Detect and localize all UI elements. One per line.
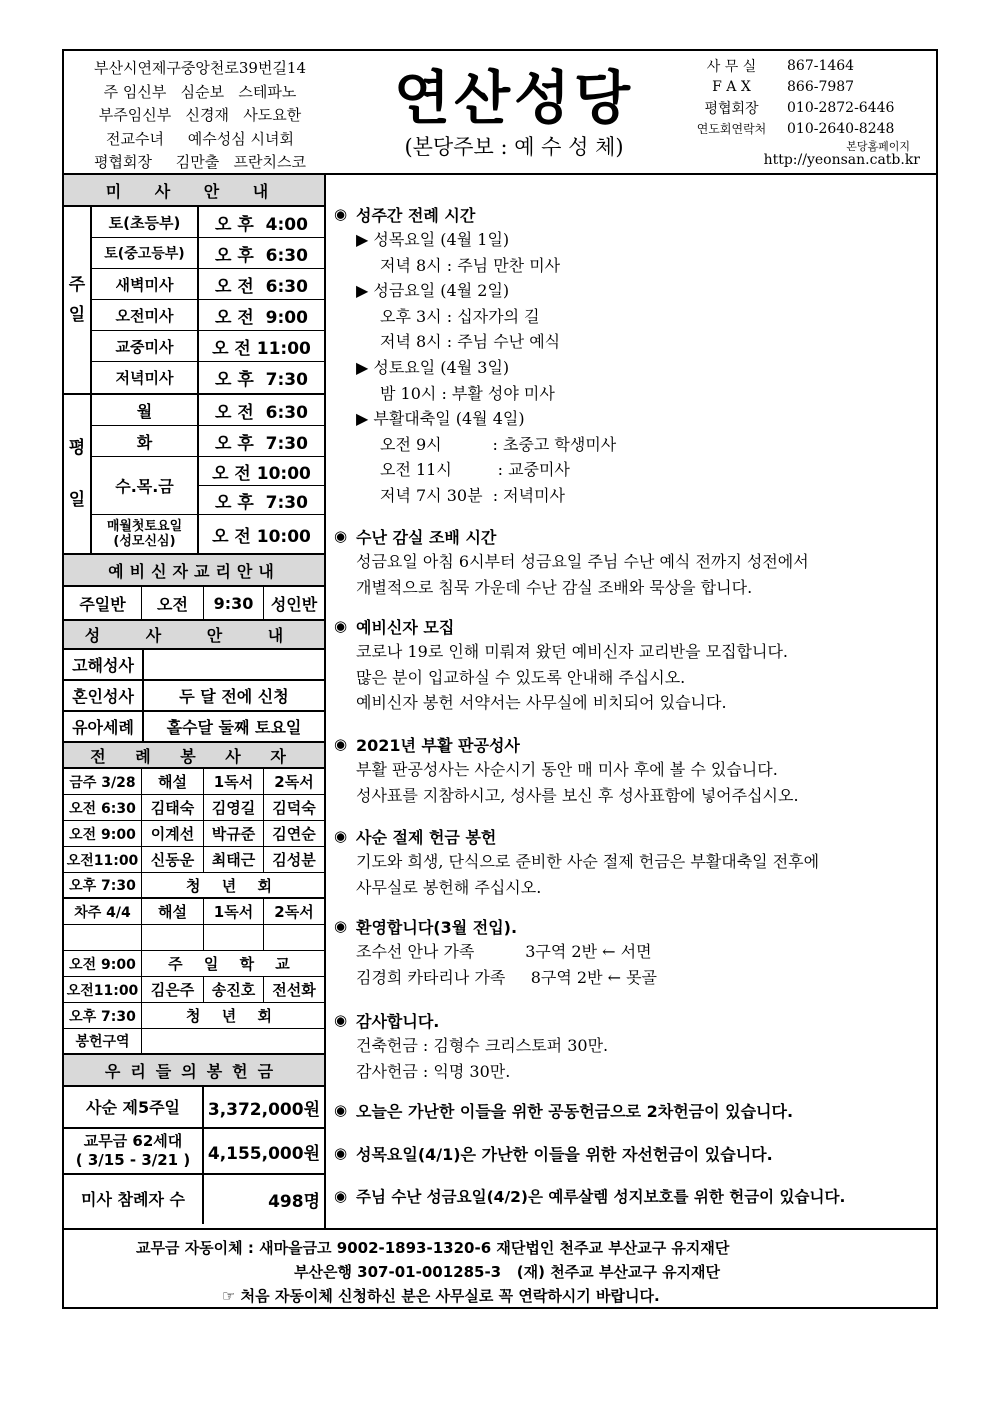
pastor: 주 임신부 심순보 스테파노 [103, 82, 297, 101]
sacrament-info [144, 650, 324, 679]
class-name: 주일반 [64, 587, 142, 619]
contact-row [684, 76, 934, 97]
mass-time: 오전 9:00 [64, 821, 142, 846]
minister-row-empty [64, 925, 324, 951]
role-label: 1독서 [204, 769, 264, 794]
bullet-icon: ◉ [334, 1187, 348, 1205]
notice-line: 기도와 희생, 단식으로 준비한 사순 절제 헌금은 부활대축일 전후에 [356, 852, 820, 871]
mass-name: 화 [92, 426, 199, 456]
notice-line: 코로나 19로 인해 미뤄져 왔던 예비신자 교리반을 모집합니다. [356, 642, 788, 661]
sacrament-row [64, 712, 324, 743]
minister-name: 이계선 [142, 821, 204, 846]
role-label: 해설 [142, 769, 204, 794]
offerings-heading: 우리들의봉헌금 [64, 1055, 324, 1087]
lent-offering-section [334, 823, 934, 900]
notice-line: 저녁 7시 30분 : 저녁미사 [380, 485, 566, 505]
contact-value: 867-1464 [787, 57, 855, 74]
heading-text: 2021년 부활 판공성사 [356, 735, 520, 755]
minister-name: 김연순 [272, 825, 316, 843]
notice-line: 성금요일 아침 6시부터 성금요일 주님 수난 예식 전까지 성전에서 [356, 552, 809, 571]
mass-time: 오 후 7:30 [215, 492, 308, 513]
minister-name: 송진호 [204, 977, 264, 1002]
contact-label: 연도회연락처 [696, 122, 767, 136]
mass-name: 새벽미사 [92, 269, 199, 299]
mass-name: 월 [92, 395, 199, 425]
assistant-pastor: 부주임신부 신경재 사도요한 [98, 106, 302, 124]
heading-text: 예비신자 모집 [356, 617, 455, 637]
notice-line: 개별적으로 침묵 가운데 수난 감실 조배와 묵상을 합니다. [356, 577, 753, 597]
mass-name: 토(초등부) [92, 207, 199, 237]
header [64, 51, 936, 175]
section-heading [334, 1007, 934, 1033]
minister-row [64, 1003, 324, 1029]
section-heading [334, 523, 934, 549]
contact-row [684, 55, 934, 76]
minister-row [64, 821, 324, 847]
auto-transfer-info: 교무금 자동이체 : 새마을금고 9002-1893-1320-6 재단법인 천주교 부산교구 유지재단 [136, 1239, 730, 1257]
bullet-icon: ◉ [334, 1101, 348, 1119]
offering-area: 봉헌구역 [64, 1029, 142, 1053]
website-link[interactable]: http://yeonsan.catb.kr [763, 152, 920, 168]
youth-group: 청 년 회 [186, 876, 280, 895]
mass-time: 오 후 7:30 [215, 433, 308, 454]
offering-label: 교무금 62세대 ( 3/15 - 3/21 ) [64, 1129, 204, 1173]
contact-notice: ☞ 처음 자동이체 신청하신 분은 사무실로 꼭 연락하시기 바랍니다. [222, 1287, 660, 1305]
mass-row [92, 238, 324, 269]
mass-name: 매월첫토요일 (성모신심) [92, 515, 199, 553]
notice-line: 오전 11시 : 교중미사 [380, 460, 570, 480]
notice-line: ▶ 부활대축일 (4월 4일) [356, 409, 525, 429]
ministers-heading: 전 례 봉 사 자 [64, 743, 324, 769]
heading-text: 성주간 전례 시간 [356, 205, 476, 225]
contact-label: 사 무 실 [706, 58, 757, 75]
mass-time: 오 전 10:00 [199, 457, 324, 486]
section-heading [334, 823, 934, 849]
holy-week-section [334, 201, 934, 509]
mass-row [92, 515, 324, 553]
notice-line: 오전 9시 : 초중고 학생미사 [380, 434, 617, 454]
minister-name: 김태숙 [142, 795, 204, 820]
contact-row [684, 118, 934, 139]
role-label: 2독서 [274, 903, 314, 921]
confession-section [334, 731, 934, 808]
mass-row [92, 426, 324, 457]
page-subtitle: (본당주보 : 예 수 성 체) [404, 135, 624, 159]
mass-name: 교중미사 [92, 331, 199, 361]
notice-line: 사무실로 봉헌해 주십시오. [356, 877, 542, 897]
role-label: 1독서 [204, 899, 264, 924]
mass-time: 오 후 6:30 [215, 245, 308, 266]
section-heading [334, 913, 934, 939]
sacrament-row [64, 681, 324, 712]
sunday-label [64, 207, 92, 393]
minister-name: 전선화 [272, 981, 316, 999]
section-heading [334, 1183, 934, 1209]
notice-line: ▶ 성토요일 (4월 3일) [356, 357, 510, 377]
offering-area-row [64, 1029, 324, 1055]
notice-second-collection [334, 1097, 934, 1123]
bullet-icon: ◉ [334, 827, 348, 845]
heading-text: 감사합니다. [356, 1011, 440, 1031]
role-label: 해설 [142, 899, 204, 924]
sacrament-row [64, 650, 324, 681]
web-label: 본당홈페이지 [846, 140, 910, 153]
minister-row [64, 873, 324, 899]
role-label: 2독서 [274, 773, 314, 791]
class-time: 9:30 [204, 587, 264, 619]
notice-line: ▶ 성금요일 (4월 2일) [356, 281, 510, 301]
offering-row [64, 1087, 324, 1129]
notice-line: 저녁 8시 : 주님 만찬 미사 [380, 255, 561, 275]
mass-time: 오전11:00 [64, 977, 142, 1002]
mass-name: 저녁미사 [92, 362, 199, 393]
clergy-info [70, 57, 330, 175]
weekday-mass [64, 395, 324, 555]
offering-amount: 4,155,000원 [207, 1143, 320, 1164]
council-president: 평협회장 김만출 프란치스코 [93, 153, 307, 171]
notice-line: 많은 분이 입교하실 수 있도록 안내해 주십시오. [356, 667, 686, 687]
notice-line: 밤 10시 : 부활 성야 미사 [380, 383, 555, 403]
sacrament-name: 혼인성사 [64, 681, 144, 710]
weekday-char: 일 [68, 490, 86, 510]
mass-name: 오전미사 [92, 300, 199, 330]
notice-line: 예비신자 봉헌 서약서는 사무실에 비치되어 있습니다. [356, 693, 727, 713]
offering-label: 미사 참례자 수 [64, 1175, 204, 1224]
mass-time: 오 전 6:30 [215, 402, 308, 423]
heading-text: 성목요일(4/1)은 가난한 이들을 위한 자선헌금이 있습니다. [356, 1144, 773, 1164]
section-heading [334, 613, 934, 639]
offering-row [64, 1129, 324, 1175]
offering-amount: 498명 [268, 1192, 320, 1212]
sunday-char: 일 [68, 305, 86, 325]
notice-line: 조수선 안나 가족 3구역 2반 ← 서면 [356, 942, 652, 961]
weekday-char: 평 [68, 438, 86, 458]
minister-row [64, 795, 324, 821]
minister-head [64, 769, 324, 795]
bullet-icon: ◉ [334, 917, 348, 935]
section-heading [334, 731, 934, 757]
mass-row [92, 269, 324, 300]
bullet-icon: ◉ [334, 527, 348, 545]
heading-text: 주님 수난 성금요일(4/2)은 예루살렘 성지보호를 위한 헌금이 있습니다. [356, 1188, 846, 1206]
minister-head [64, 899, 324, 925]
contact-value: 010-2640-8248 [787, 120, 895, 137]
bullet-icon: ◉ [334, 205, 348, 223]
sacrament-name: 고해성사 [64, 650, 144, 679]
youth-group: 청 년 회 [186, 1007, 280, 1025]
class-type: 성인반 [270, 594, 318, 614]
mass-time: 오 후 7:30 [215, 370, 308, 390]
mass-time: 오 후 4:00 [215, 214, 308, 235]
weekday-label [64, 395, 92, 553]
mass-time: 오후 7:30 [64, 873, 142, 897]
section-heading [334, 1097, 934, 1123]
minister-row [64, 951, 324, 977]
contact-label: 평협회장 [704, 100, 759, 117]
minister-row [64, 977, 324, 1003]
minister-name: 박규준 [204, 821, 264, 846]
week-label: 차주 4/4 [64, 899, 142, 924]
section-heading [334, 201, 934, 227]
page-title: 연산성당 [393, 64, 635, 132]
mass-name: 토(중고등부) [92, 238, 199, 268]
thanks-section [334, 1007, 934, 1084]
sidebar [64, 175, 326, 1228]
mass-time: 오 전 6:30 [215, 276, 308, 297]
notice-line: 오후 3시 : 십자가의 길 [380, 306, 540, 326]
contact-info [684, 55, 934, 167]
offering-row [64, 1175, 324, 1224]
mass-time: 오전11:00 [64, 847, 142, 872]
contact-row [684, 97, 934, 118]
sacrament-info: 홀수달 둘째 토요일 [166, 718, 302, 737]
minister-name: 김성분 [272, 851, 316, 869]
contact-value: 010-2872-6446 [787, 99, 895, 116]
catechumen-heading: 예비신자교리안내 [64, 555, 324, 587]
section-heading [334, 1140, 934, 1166]
notice-line: 성사표를 지참하시고, 성사를 보신 후 성사표함에 넣어주십시오. [356, 785, 799, 805]
mass-time: 오 전 11:00 [212, 338, 311, 359]
notice-charity-collection [334, 1140, 934, 1166]
bulletin-frame [62, 49, 938, 1309]
offering-amount: 3,372,000원 [207, 1099, 320, 1120]
minister-name: 신동운 [142, 847, 204, 872]
mass-heading: 미 사 안 내 [64, 175, 324, 207]
catechumen-row [64, 587, 324, 621]
sunday-mass [64, 207, 324, 395]
notice-line: 건축헌금 : 김형수 크리스토퍼 30만. [356, 1036, 609, 1055]
sister: 전교수녀 예수성심 시녀회 [106, 129, 294, 148]
heading-text: 수난 감실 조배 시간 [356, 527, 497, 547]
bullet-icon: ◉ [334, 735, 348, 753]
notice-line: 부활 판공성사는 사순시기 동안 매 미사 후에 볼 수 있습니다. [356, 760, 778, 779]
minister-name: 김영길 [204, 795, 264, 820]
mass-row [92, 457, 324, 515]
welcome-section [334, 913, 934, 990]
notice-holy-land-collection [334, 1183, 934, 1209]
footer [64, 1228, 936, 1307]
notice-line: ▶ 성목요일 (4월 1일) [356, 230, 510, 249]
address: 부산시연제구중앙천로39번길14 [93, 59, 307, 77]
class-ampm: 오전 [142, 587, 204, 619]
mass-row [92, 300, 324, 331]
heading-text: 환영합니다(3월 전입). [356, 917, 518, 937]
heading-text: 오늘은 가난한 이들을 위한 공동헌금으로 2차헌금이 있습니다. [356, 1101, 794, 1121]
sacrament-name: 유아세례 [64, 712, 144, 741]
bullet-icon: ◉ [334, 617, 348, 635]
minister-name: 김은주 [142, 977, 204, 1002]
mass-time: 오전 6:30 [64, 795, 142, 820]
mass-row [92, 331, 324, 362]
mass-time: 오 전 9:00 [215, 307, 308, 328]
sacrament-info: 두 달 전에 신청 [179, 687, 289, 706]
sunday-school: 주 일 학 교 [168, 955, 298, 973]
mass-time: 오후 7:30 [64, 1003, 142, 1028]
week-label: 금주 3/28 [64, 769, 142, 794]
notice-line: 김경희 카타리나 가족 8구역 2반 ← 못골 [356, 967, 658, 987]
notices [328, 175, 936, 1228]
notice-line: 감사헌금 : 익명 30만. [356, 1061, 511, 1081]
recruit-section [334, 613, 934, 716]
adoration-section [334, 523, 934, 600]
bank-account-info: 부산은행 307-01-001285-3 (재) 천주교 부산교구 유지재단 [294, 1263, 721, 1281]
minister-name: 김덕숙 [272, 799, 316, 817]
mass-row [92, 395, 324, 426]
mass-row [92, 207, 324, 238]
mass-time: 오 전 10:00 [212, 526, 311, 547]
bullet-icon: ◉ [334, 1144, 348, 1162]
heading-text: 사순 절제 헌금 봉헌 [356, 827, 497, 847]
notice-line: 저녁 8시 : 주님 수난 예식 [380, 332, 561, 352]
contact-value: 866-7987 [787, 78, 855, 95]
mass-time: 오전 9:00 [64, 951, 142, 976]
sacrament-heading: 성 사 안 내 [64, 621, 324, 650]
bullet-icon: ◉ [334, 1011, 348, 1029]
contact-label: F A X [712, 78, 751, 95]
mass-name: 수.목.금 [92, 457, 199, 514]
mass-row [92, 362, 324, 393]
sunday-char: 주 [68, 275, 86, 295]
minister-name: 최태근 [204, 847, 264, 872]
offering-label: 사순 제5주일 [64, 1087, 204, 1127]
minister-row [64, 847, 324, 873]
